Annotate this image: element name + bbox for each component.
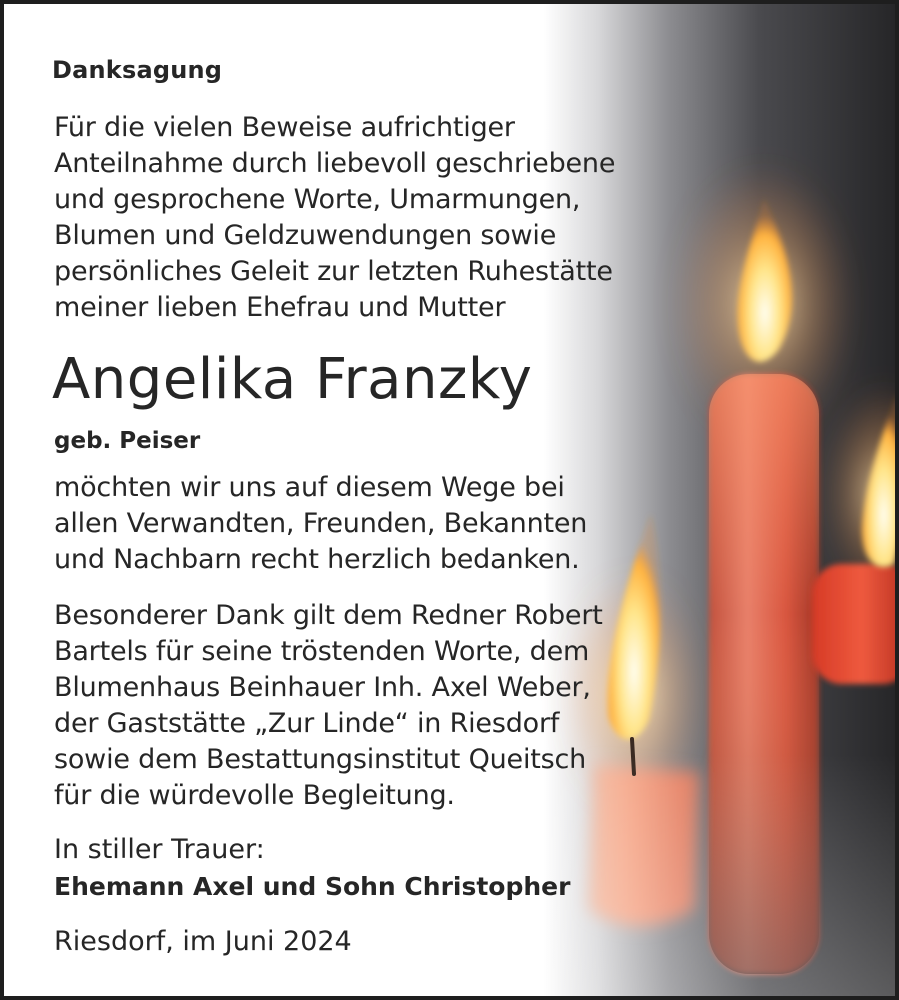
special-thanks-line: Blumenhaus Beinhauer Inh. Axel Weber, — [54, 672, 591, 703]
intro-line: Für die vielen Beweise aufrichtiger — [54, 112, 515, 143]
thanks-line: möchten wir uns auf diesem Wege bei — [54, 472, 565, 503]
deceased-name: Angelika Franzky — [52, 347, 533, 412]
intro-paragraph — [54, 110, 615, 326]
intro-line: Blumen und Geldzuwendungen sowie — [54, 220, 557, 251]
thanks-line: allen Verwandten, Freunden, Bekannten — [54, 508, 588, 539]
thanks-paragraph — [54, 470, 587, 578]
special-thanks-line: der Gaststätte „Zur Linde“ in Riesdorf — [54, 708, 560, 739]
mourners: Ehemann Axel und Sohn Christopher — [54, 872, 571, 901]
maiden-name: geb. Peiser — [54, 428, 201, 454]
intro-line: meiner lieben Ehefrau und Mutter — [54, 292, 506, 323]
intro-line: Anteilnahme durch liebevoll geschriebene — [54, 148, 616, 179]
mourning-label: In stiller Trauer: — [54, 834, 265, 865]
special-thanks-paragraph — [54, 598, 603, 814]
place-date: Riesdorf, im Juni 2024 — [54, 926, 352, 957]
intro-line: und gesprochene Worte, Umarmungen, — [54, 184, 581, 215]
special-thanks-line: Bartels für seine tröstenden Worte, dem — [54, 636, 590, 667]
intro-line: persönliches Geleit zur letzten Ruhestätte — [54, 256, 613, 287]
special-thanks-line: für die würdevolle Begleitung. — [54, 780, 455, 811]
special-thanks-line: sowie dem Bestattungsinstitut Queitsch — [54, 744, 587, 775]
heading-danksagung: Danksagung — [52, 56, 223, 84]
thanks-line: und Nachbarn recht herzlich bedanken. — [54, 544, 580, 575]
special-thanks-line: Besonderer Dank gilt dem Redner Robert — [54, 600, 603, 631]
